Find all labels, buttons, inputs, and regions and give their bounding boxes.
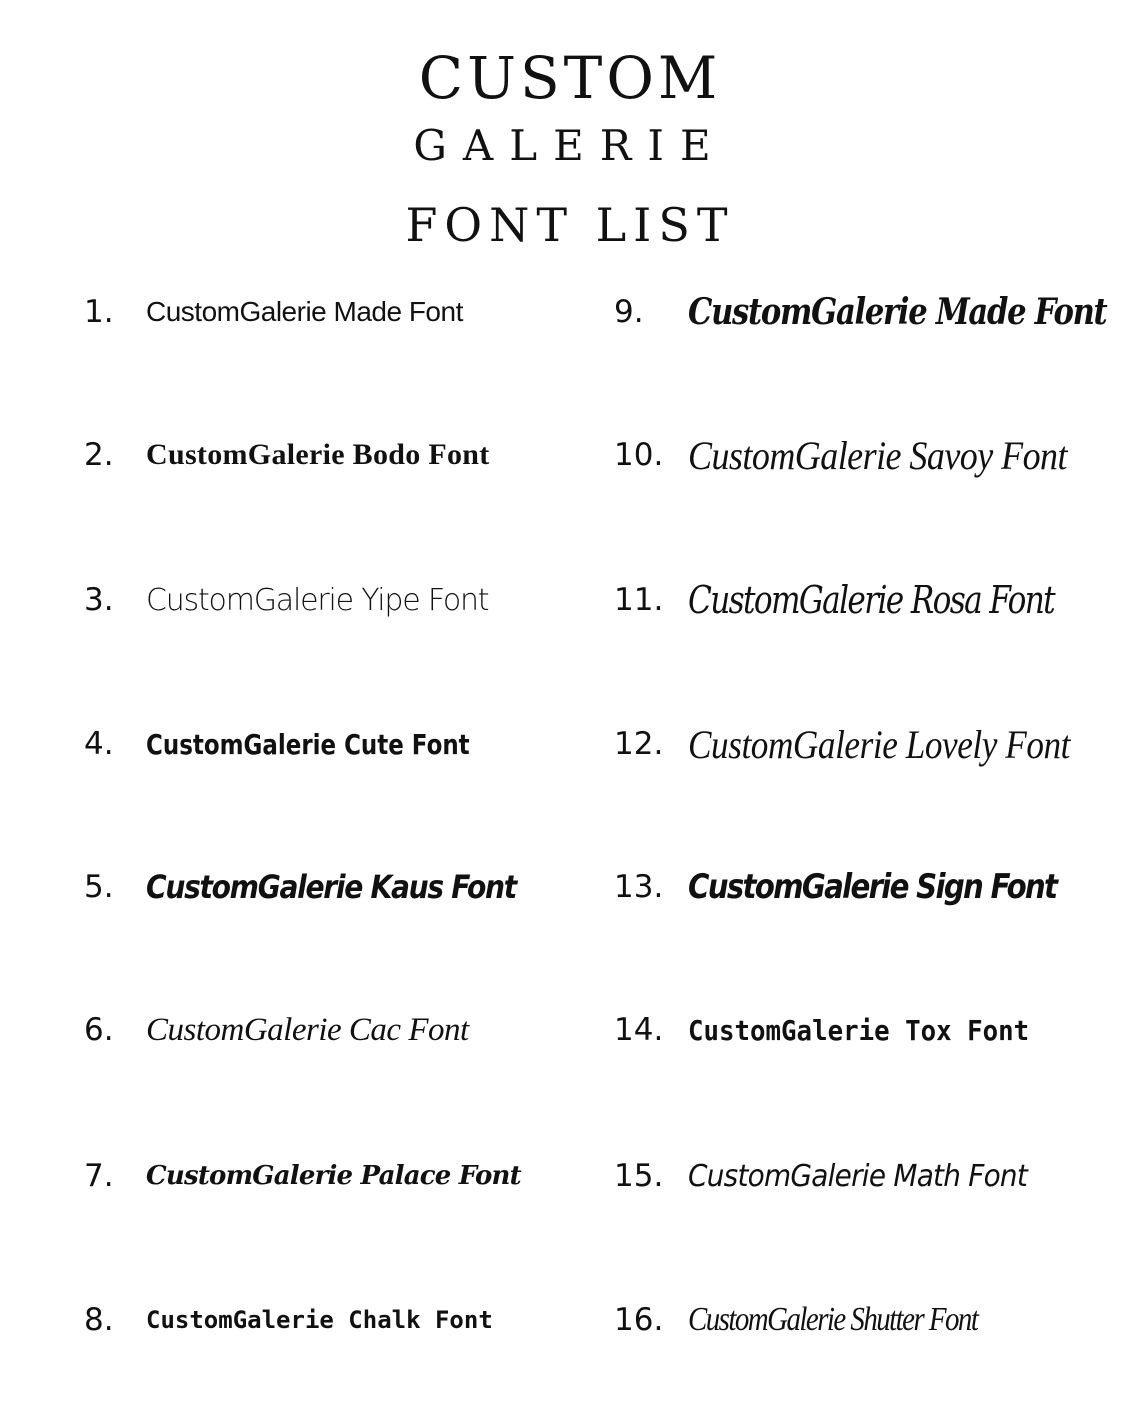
font-number: 5. xyxy=(84,869,114,905)
font-item-16 xyxy=(614,1290,1028,1350)
font-sample: CustomGalerie Cute Font xyxy=(146,727,470,761)
font-sample: CustomGalerie Savoy Font xyxy=(688,432,1067,478)
font-item-9 xyxy=(614,282,1140,342)
font-item-11 xyxy=(614,570,1134,630)
font-number: 11. xyxy=(614,582,664,618)
font-sample: CustomGalerie Cac Font xyxy=(146,1011,469,1048)
brand-name-line-1: CUSTOM xyxy=(418,44,722,112)
font-number: 13. xyxy=(614,869,664,905)
font-number: 7. xyxy=(84,1158,114,1194)
font-sample: CustomGalerie Made Font xyxy=(688,291,1107,333)
font-item-4 xyxy=(84,714,541,774)
font-number: 10. xyxy=(614,437,664,473)
font-sample: CustomGalerie Shutter Font xyxy=(688,1301,978,1338)
font-item-15 xyxy=(614,1146,1053,1206)
font-item-12 xyxy=(614,714,1122,774)
font-sample: CustomGalerie Bodo Font xyxy=(146,438,490,471)
font-sample: CustomGalerie Kaus Font xyxy=(146,868,516,906)
font-item-13 xyxy=(614,857,1116,917)
page-title: FONT LIST xyxy=(405,198,735,252)
font-number: 1. xyxy=(84,294,114,330)
font-item-10 xyxy=(614,425,1109,485)
font-sample: CustomGalerie Palace Font xyxy=(146,1161,521,1191)
font-number: 12. xyxy=(614,726,664,762)
font-sample: CustomGalerie Yipe Font xyxy=(146,582,489,618)
font-sample: CustomGalerie Tox Font xyxy=(688,1013,1030,1047)
font-item-6 xyxy=(84,1000,469,1060)
font-item-8 xyxy=(84,1290,493,1350)
font-sample: CustomGalerie Chalk Font xyxy=(146,1306,493,1334)
font-item-2 xyxy=(84,425,490,485)
font-item-3 xyxy=(84,570,488,630)
header xyxy=(0,30,1140,260)
font-item-14 xyxy=(614,1000,1059,1060)
brand-name-line-2: GALERIE xyxy=(413,121,727,170)
font-item-1 xyxy=(84,282,463,342)
font-sample: CustomGalerie Lovely Font xyxy=(688,721,1071,767)
font-number: 16. xyxy=(614,1302,664,1338)
font-number: 4. xyxy=(84,726,114,762)
font-item-5 xyxy=(84,857,566,917)
font-item-7 xyxy=(84,1146,521,1206)
font-sample: CustomGalerie Math Font xyxy=(688,1158,1028,1194)
font-number: 8. xyxy=(84,1302,114,1338)
font-sample: CustomGalerie Sign Font xyxy=(688,867,1057,907)
font-number: 14. xyxy=(614,1012,664,1048)
font-number: 3. xyxy=(84,582,114,618)
font-number: 9. xyxy=(614,294,644,330)
font-sample: CustomGalerie Made Font xyxy=(146,296,463,327)
font-number: 15. xyxy=(614,1158,664,1194)
font-sample: CustomGalerie Rosa Font xyxy=(688,578,1055,622)
font-number: 6. xyxy=(84,1012,114,1048)
font-number: 2. xyxy=(84,437,114,473)
